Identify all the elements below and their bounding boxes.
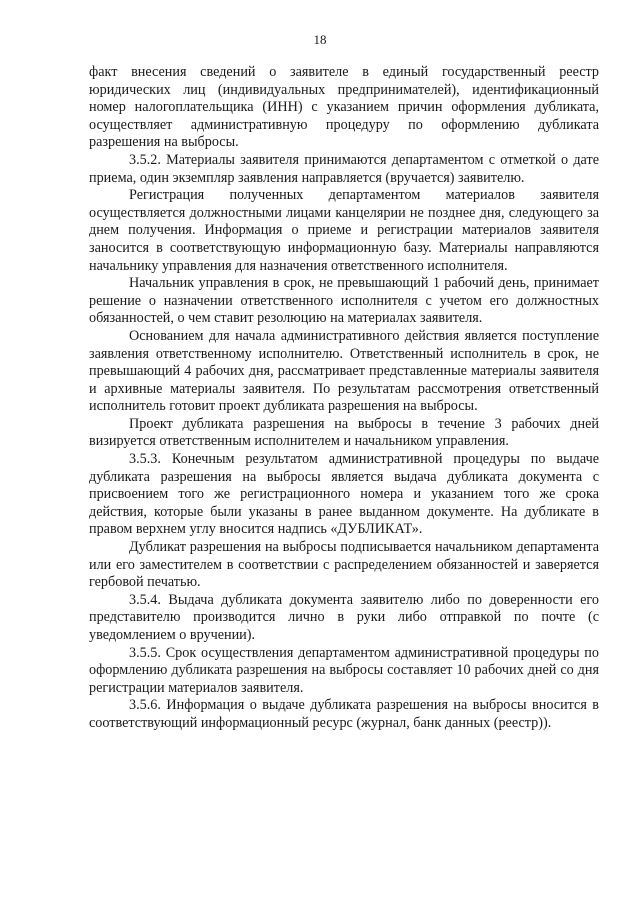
- document-body: [89, 64, 599, 733]
- paragraph-3: Регистрация полученных департаментом материалов заявителя осуществляется должностными лицами канцелярии не позднее дня, следующего за днем получения. Информация о приеме и регистрации материалов заявителя заносится в соответствующую информационную базу. Материалы направляются начальнику управления для назначения ответственного исполнителя.: [89, 187, 599, 274]
- paragraph-5: Основанием для начала административного действия является поступление заявления ответственному исполнителю. Ответственный исполнитель в срок, не превышающий 4 рабочих дня, рассматривает представленные материалы заявителя и архивные материалы заявителя. По результатам рассмотрения ответственный исполнитель готовит проект дубликата разрешения на выбросы.: [89, 327, 599, 415]
- paragraph-6: Проект дубликата разрешения на выбросы в течение 3 рабочих дней визируется ответственным исполнителем и начальником управления.: [89, 415, 599, 450]
- paragraph-2: 3.5.2. Материалы заявителя принимаются департаментом с отметкой о дате приема, один экземпляр заявления направляется (вручается) заявителю.: [89, 151, 599, 186]
- paragraph-8: Дубликат разрешения на выбросы подписывается начальником департамента или его заместителем в соответствии с распределением обязанностей и заверяется гербовой печатью.: [89, 539, 599, 591]
- paragraph-4: Начальник управления в срок, не превышающий 1 рабочий день, принимает решение о назначении ответственного исполнителя с учетом его должностных обязанностей, о чем ставит резолюцию на материалах заявителя.: [89, 275, 599, 327]
- paragraph-11: 3.5.6. Информация о выдаче дубликата разрешения на выбросы вносится в соответствующий информационный ресурс (журнал, банк данных (реестр)).: [89, 697, 599, 731]
- paragraph-1: факт внесения сведений о заявителе в единый государственный реестр юридических лиц (индивидуальных предпринимателей), идентификационный номер налогоплательщика (ИНН) с указанием причин оформления дубликата, осуществляет административную процедуру по оформлению дубликата разрешения на выбросы.: [89, 64, 599, 151]
- paragraph-10: 3.5.5. Срок осуществления департаментом административной процедуры по оформлению дубликата разрешения на выбросы составляет 10 рабочих дней со дня регистрации материалов заявителя.: [89, 644, 599, 696]
- paragraph-9: 3.5.4. Выдача дубликата документа заявителю либо по доверенности его представителю производится лично в руки либо отправкой по почте (с уведомлением о вручении).: [89, 591, 599, 643]
- page-number: 18: [313, 32, 327, 47]
- paragraph-7: 3.5.3. Конечным результатом административной процедуры по выдаче дубликата разрешения на выбросы является выдача дубликата документа с присвоением того же регистрационного номера и указанием того же срока действия, которые были указаны в ранее выданном документе. На дубликате в правом верхнем углу вносится надпись «ДУБЛИКАТ».: [89, 451, 599, 538]
